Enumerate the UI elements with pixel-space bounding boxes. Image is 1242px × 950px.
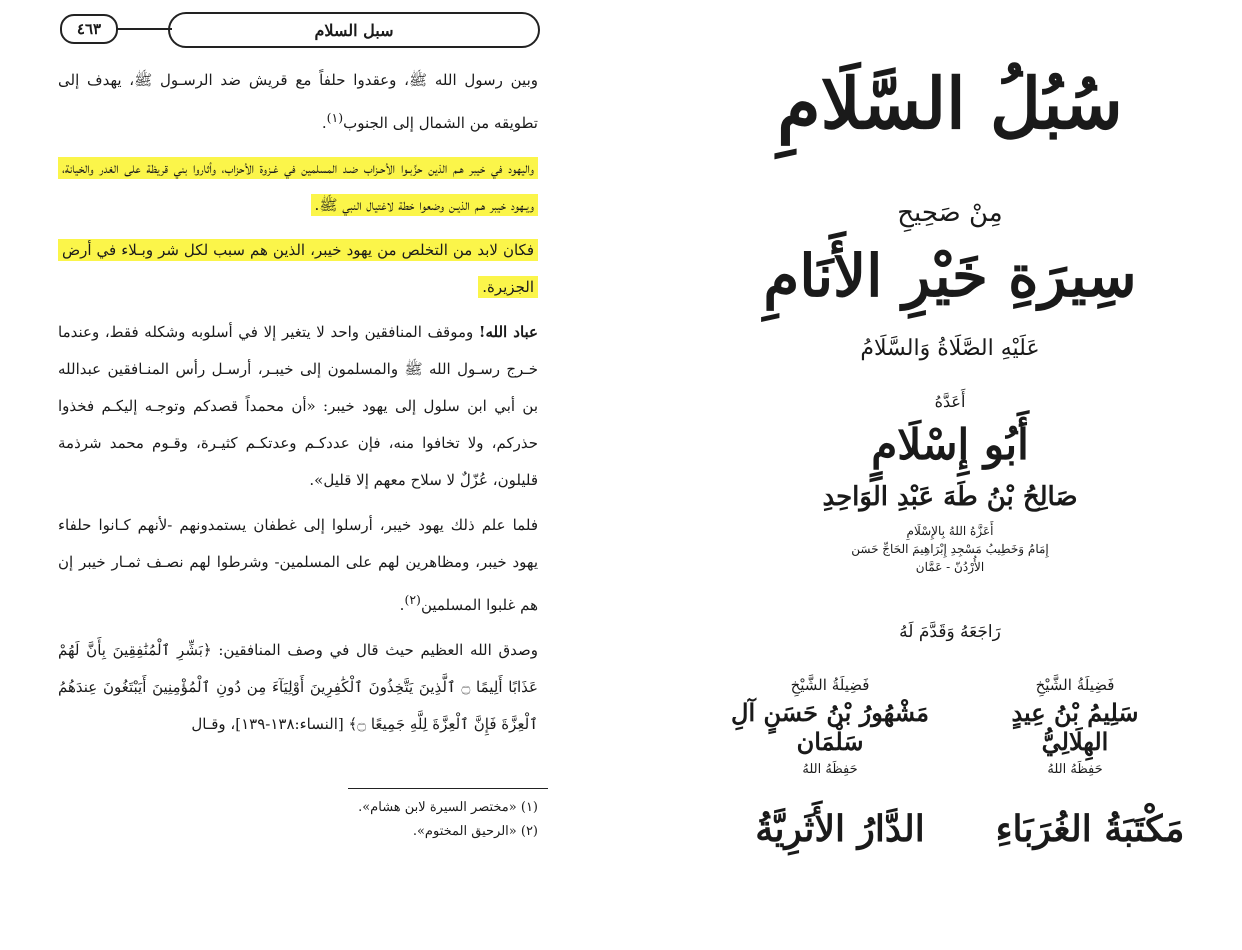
- author-title-line: الأُرْدُنّ - عَمَّان: [915, 560, 985, 574]
- body-text: [58, 62, 538, 751]
- paragraph: [58, 507, 538, 624]
- text-segment: وصدق الله العظيم حيث قال في وصف المنافقين: ﴿بَشِّرِ ٱلْمُنَٰفِقِينَ بِأَنَّ لَهُمْ عَذَابًا أَلِيمًا ۝ ٱلَّذِينَ يَتَّخِذُونَ ٱلْكَٰفِرِينَ أَوْلِيَآءَ مِن دُونِ ٱلْمُؤْمِنِينَ أَيَبْتَغُونَ عِندَهُمُ ٱلْعِزَّةَ فَإِنَّ ٱلْعِزَّةَ لِلَّهِ جَمِيعًا ۝﴾ [النساء:١٣٨-١٣٩]، وقـال: [58, 641, 539, 733]
- paragraph: [58, 314, 538, 499]
- left-page: [40, 0, 560, 950]
- reviewer-1: [975, 676, 1175, 777]
- header-title-oval: [168, 12, 540, 48]
- publisher-1: مَكْتَبَةُ الغُرَبَاءِ: [995, 808, 1185, 850]
- page-number: ٤٦٣: [60, 14, 118, 44]
- title-connector: مِنْ صَحِيحِ: [897, 198, 1003, 228]
- footnote-rule: [348, 788, 548, 789]
- reviewer-label: فَضِيلَةُ الشَّيْخِ: [790, 676, 870, 694]
- footnote-marker: (٢): [404, 592, 421, 607]
- prepared-by-label: أَعَدَّهُ: [934, 392, 966, 411]
- footnotes: [58, 796, 538, 844]
- header-title: سبل السلام: [314, 20, 394, 40]
- paragraph: [58, 632, 538, 743]
- paragraph: [58, 232, 538, 306]
- text-segment: فلما علم ذلك يهود خيبر، أرسلوا إلى غطفان يستمدونهم -لأنهم كـانوا حلفاء يهود خيبر، ومظاهرين لهم على المسلمين- وشرطوا لهم نصـف ثمـار خيبر إن هم غلبوا المسلمين: [58, 516, 538, 614]
- footnote-2: (٢) «الرحيق المختوم».: [412, 824, 538, 839]
- text-segment: .: [399, 596, 405, 614]
- footnote-marker: (١): [326, 110, 344, 125]
- reviewed-by-label: رَاجَعَهُ وَقَدَّمَ لَهُ: [899, 622, 1001, 642]
- paragraph: [58, 62, 538, 142]
- reviewer-label: فَضِيلَةُ الشَّيْخِ: [1035, 676, 1115, 694]
- highlighted-text: فكان لابد من التخلص من يهود خيبر، الذين هم سبب لكل شر وبـلاء في أرض الجزيرة.: [58, 239, 538, 298]
- text-segment: عباد الله!: [478, 323, 538, 341]
- author-name: صَالِحُ بْنُ طَهَ عَبْدِ الوَاحِدِ: [822, 482, 1078, 512]
- reviewer-honorific: حَفِظَهُ اللهُ: [802, 762, 858, 777]
- text-segment: .: [321, 114, 327, 132]
- page-header: [60, 12, 540, 46]
- paragraph: [58, 150, 538, 224]
- reviewer-name: مَشْهُورُ بْنُ حَسَنٍ آلِ سَلْمَان: [731, 698, 929, 756]
- highlighted-text: واليهود في خيبر هـم الذين حزَّبـوا الأحـزاب ضـد المسلمين في غـزوة الأحزاب، وأثاروا بني قريظة على الغدر والخيانة، ويـهود خيبر هـم الذيـن وضعوا خطة لاغتيال النبي ﷺ.: [58, 157, 538, 216]
- author-title-line: أَعَزَّهُ اللهُ بِالإِسْلَامِ: [906, 524, 994, 538]
- blessing-text: عَلَيْهِ الصَّلَاةُ وَالسَّلَامُ: [860, 336, 1040, 361]
- author-title: [700, 522, 1200, 576]
- footnote-1: (١) «مختصر السيرة لابن هشام».: [358, 800, 538, 815]
- title-page: [700, 0, 1200, 950]
- reviewer-name: سَلِيمُ بْنُ عِيدٍ الهِلَالِيُّ: [1011, 698, 1139, 756]
- author-kunya: أَبُو إِسْلَامٍ: [871, 420, 1029, 469]
- author-title-line: إِمَامُ وَخَطِيبُ مَسْجِدِ إِبْرَاهِيمَ الحَاجِّ حَسَن: [851, 542, 1049, 556]
- book-title: سُبُلُ السَّلَامِ: [777, 62, 1123, 145]
- text-segment: وبين رسول الله ﷺ، وعقدوا حلفاً مع قريش ضد الرسـول ﷺ، يهدف إلى تطويقه من الشمال إلى الجنوب: [58, 71, 538, 132]
- header-rule: [116, 28, 172, 30]
- publisher-2: الدَّارُ الأَثَرِيَّةُ: [755, 808, 925, 850]
- book-subtitle: سِيرَةِ خَيْرِ الأَنَامِ: [763, 242, 1137, 310]
- reviewer-2: [730, 676, 930, 777]
- text-segment: وموقف المنافقين واحد لا يتغير إلا في أسلوبه وشكله فقط، وعندما خـرج رسـول الله ﷺ والمسلمون إلى خيبـر، أرسـل رأس المنـافقين عبدالله بن أبي ابن سلول إلى يهود خيبر: «أن محمداً قصدكم وتوجـه إليكـم فخذوا حذركم، ولا تخافوا منه، فإن عددكـم وعدتكـم كثيـرة، وقـوم محمد شرذمة قليلون، عُزّلٌ لا سلاح معهم إلا قليل».: [58, 323, 538, 489]
- reviewer-honorific: حَفِظَهُ اللهُ: [1047, 762, 1103, 777]
